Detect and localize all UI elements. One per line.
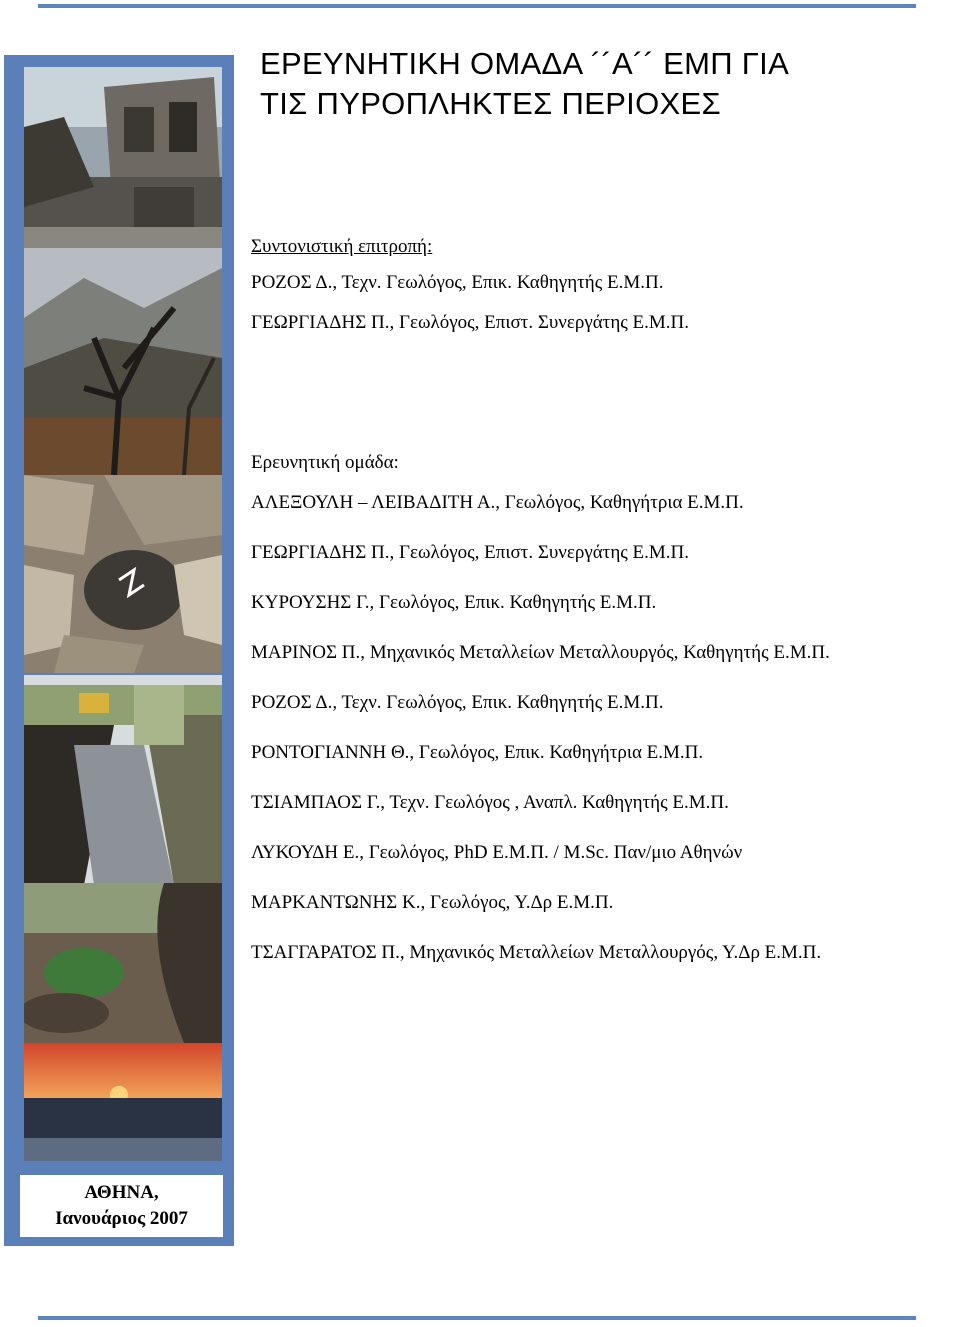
team-member: ΜΑΡΙΝΟΣ Π., Μηχανικός Μεταλλείων Μεταλλουργός, Καθηγητής Ε.Μ.Π.: [251, 642, 830, 663]
stream-channel-photo: [24, 675, 222, 885]
city-label: ΑΘΗΝΑ,: [84, 1182, 159, 1203]
team-member: ΡΟΝΤΟΓΙΑΝΝΗ Θ., Γεωλόγος, Επικ. Καθηγήτρια Ε.Μ.Π.: [251, 742, 704, 763]
burned-forest-photo: [24, 248, 222, 475]
committee-heading: Συντονιστική επιτροπή:: [251, 236, 433, 257]
team-member: ΓΕΩΡΓΙΑΔΗΣ Π., Γεωλόγος, Επιστ. Συνεργάτης Ε.Μ.Π.: [251, 542, 690, 563]
title-line-1: ΕΡΕΥΝΗΤΙΚΗ ΟΜΑΔΑ ´´Α´´ ΕΜΠ ΓΙΑ: [260, 46, 790, 81]
date-label: Ιανουάριος 2007: [55, 1208, 188, 1229]
member-list: [251, 234, 839, 966]
scorched-ground-photo: [24, 883, 222, 1043]
team-member: ΤΣΑΓΓΑΡΑΤΟΣ Π., Μηχανικός Μεταλλείων Μεταλλουργός, Υ.Δρ Ε.Μ.Π.: [251, 942, 822, 963]
page-title: [260, 44, 900, 124]
sunset-sea-photo: [24, 1043, 222, 1161]
burned-building-photo: [24, 67, 222, 250]
team-member: ΡΟΖΟΣ Δ., Τεχν. Γεωλόγος, Επικ. Καθηγητής Ε.Μ.Π.: [251, 692, 664, 713]
committee-member: ΓΕΩΡΓΙΑΔΗΣ Π., Γεωλόγος, Επιστ. Συνεργάτης Ε.Μ.Π.: [251, 312, 690, 333]
team-member: ΤΣΙΑΜΠΑΟΣ Γ., Τεχν. Γεωλόγος , Αναπλ. Καθηγητής Ε.Μ.Π.: [251, 792, 729, 813]
committee-member: ΡΟΖΟΣ Δ., Τεχν. Γεωλόγος, Επικ. Καθηγητής Ε.Μ.Π.: [251, 272, 664, 293]
top-rule: [38, 4, 916, 8]
place-date-box: [20, 1175, 223, 1237]
title-line-2: ΤΙΣ ΠΥΡΟΠΛΗΚΤΕΣ ΠΕΡΙΟΧΕΣ: [260, 86, 721, 121]
team-heading: Ερευνητική ομάδα:: [251, 452, 399, 473]
team-member: ΜΑΡΚΑΝΤΩΝΗΣ Κ., Γεωλόγος, Υ.Δρ Ε.Μ.Π.: [251, 892, 614, 913]
photo-sidebar: [4, 55, 234, 1246]
bottom-rule: [38, 1316, 916, 1320]
team-member: ΚΥΡΟΥΣΗΣ Γ., Γεωλόγος, Επικ. Καθηγητής Ε.Μ.Π.: [251, 592, 657, 613]
rocks-photo: [24, 475, 222, 673]
team-member: ΑΛΕΞΟΥΛΗ – ΛΕΙΒΑΔΙΤΗ Α., Γεωλόγος, Καθηγήτρια Ε.Μ.Π.: [251, 492, 744, 513]
team-member: ΛΥΚΟΥΔΗ Ε., Γεωλόγος, PhD Ε.Μ.Π. / M.Sc. Παν/μιο Αθηνών: [251, 842, 743, 863]
